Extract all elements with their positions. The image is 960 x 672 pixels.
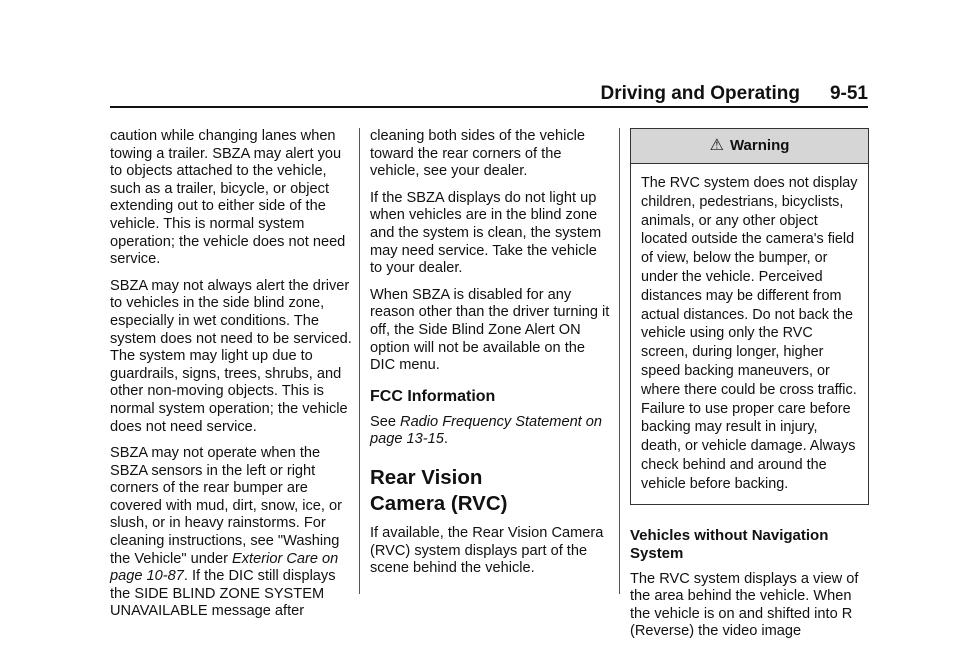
page-number: 9-51 (829, 83, 868, 104)
fcc-heading: FCC Information (370, 387, 496, 405)
column-1 (110, 128, 353, 630)
paragraph (110, 445, 353, 621)
column-divider (619, 128, 620, 594)
heading-line: System (630, 544, 684, 562)
rvc-heading (370, 465, 610, 517)
column-3 (630, 128, 870, 650)
paragraph: SBZA may not always alert the driver to vehicles in the side blind zone, especially in wet conditions. The system does not need to be serviced. The system may light up due to guardrails, signs, trees, shrubs, and other non-moving objects. This is normal system operation; the vehicle does not need service. (110, 277, 352, 435)
warning-title: Warning (729, 137, 790, 155)
paragraph: caution while changing lanes when towing a trailer. SBZA may alert you to objects attached to the vehicle, such as a trailer, bicycle, or object extending out to either side of the vehicle. This is normal system operation; the vehicle does not need service. (110, 128, 346, 268)
paragraph-text: . (443, 431, 448, 448)
paragraph-text: See (370, 413, 401, 430)
warning-icon: ⚠ (709, 137, 724, 155)
warning-box (630, 128, 869, 505)
nav-heading (630, 527, 870, 563)
column-2 (370, 128, 610, 587)
heading-line: Camera (RVC) (370, 491, 508, 515)
warning-text: The RVC system does not display children, pedestrians, bicyclists, animals, or any other object located outside the camera's field of view, below the bumper, or under the vehicle. Perceived distances may be different from actual distances. Do not back the vehicle using only the RVC screen, during longer, higher speed backing maneuvers, or where there could be cross traffic. Failure to use proper care before backing may result in injury, death, or vehicle damage. Always check behind and around the vehicle before backing. (641, 175, 858, 492)
paragraph: When SBZA is disabled for any reason other than the driver turning it off, the Side Blind Zone Alert ON option will not be available on the DIC menu. (370, 286, 610, 374)
heading-line: Vehicles without Navigation (630, 526, 829, 544)
cross-reference-link[interactable]: Exterior Care on page 10-87 (110, 550, 339, 585)
paragraph (370, 414, 610, 449)
heading-line: Rear Vision (370, 465, 483, 489)
column-divider (359, 128, 360, 594)
paragraph: If the SBZA displays do not light up when vehicles are in the blind zone and the system is clean, the system may need service. Take the vehicle to your dealer. (370, 189, 602, 277)
paragraph: The RVC system displays a view of the area behind the vehicle. When the vehicle is on and shifted into R (Reverse) the video image (630, 570, 859, 640)
paragraph: cleaning both sides of the vehicle toward the rear corners of the vehicle, see your dealer. (370, 128, 585, 180)
paragraph-text: . If the DIC still displays the SIDE BLIND ZONE SYSTEM UNAVAILABLE message after (110, 568, 336, 620)
page-header (110, 84, 868, 108)
cross-reference-link[interactable]: Radio Frequency Statement on page 13-15 (370, 413, 603, 448)
section-title: Driving and Operating (600, 83, 800, 104)
warning-header (631, 129, 868, 164)
paragraph-text: SBZA may not operate when the SBZA sensors in the left or right corners of the rear bumper are covered with mud, dirt, snow, ice, or slush, or in heavy rainstorms. For cleaning instructions, see "Washing the Vehicle" under (110, 445, 342, 567)
paragraph: If available, the Rear Vision Camera (RVC) system displays part of the scene behind the vehicle. (370, 524, 604, 577)
